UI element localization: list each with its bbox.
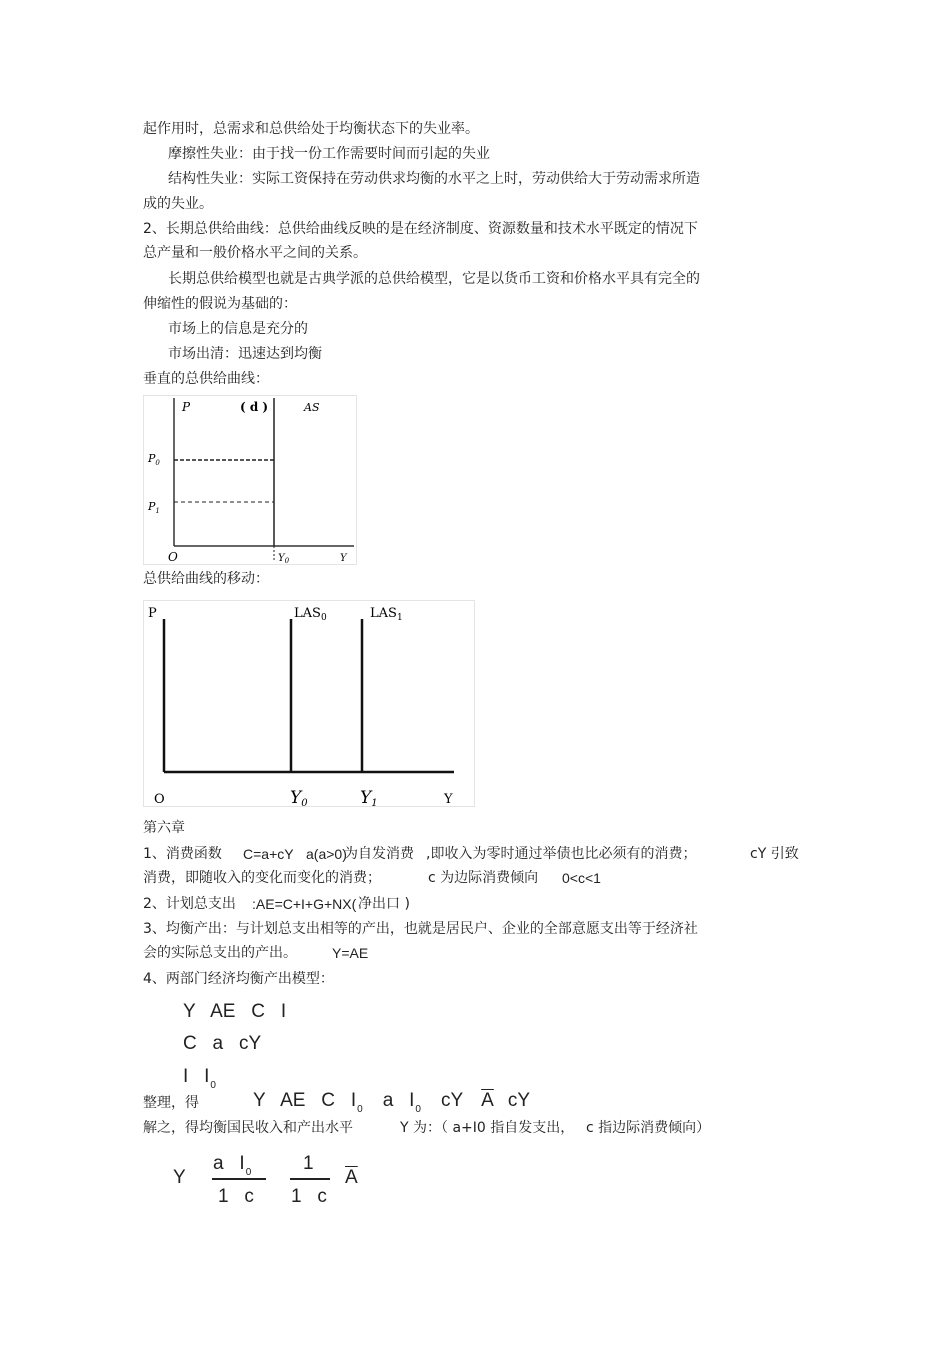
fraction-numerator: 1 — [303, 1153, 314, 1174]
fraction-numerator: a $I_0$ — [213, 1153, 252, 1178]
y0-label: $Y_0$ — [278, 553, 290, 564]
equation-investment: I $I_0$ — [183, 1066, 216, 1091]
fraction-denominator: 1 c — [218, 1186, 254, 1207]
text-line: 2、长期总供给曲线：总供给曲线反映的是在经济制度、资源数量和技术水平既定的情况下 — [143, 221, 698, 237]
text-line: 消费，即随收入的变化而变化的消费； — [143, 870, 381, 886]
fraction-bar — [212, 1178, 266, 1180]
text-line: 总产量和一般价格水平之间的关系。 — [143, 245, 367, 261]
las0-label: $LAS_0$ — [294, 606, 327, 623]
text-line: 整理，得 — [143, 1095, 199, 1111]
y-axis-label: Y — [340, 553, 347, 564]
text-line: 2、计划总支出 — [143, 896, 236, 912]
text-line: Y 为：（ a+I0 指自发支出， — [400, 1120, 575, 1136]
origin-label: O — [154, 792, 165, 806]
origin-label: O — [168, 550, 178, 564]
equation-rearranged: Y AE C $I_0$ a $I_0$ cY $\overline{A}$ cY — [253, 1090, 531, 1115]
formula-inline: C=a+cY — [243, 846, 294, 862]
y1-label: Y1 — [360, 788, 378, 806]
text-line: 4、两部门经济均衡产出模型： — [143, 971, 334, 987]
text-line: c 为边际消费倾向 — [428, 870, 539, 886]
p0-label: $P_0$ — [148, 452, 160, 467]
figure-caption: 垂直的总供给曲线： — [143, 371, 269, 387]
text-line: 市场上的信息是充分的 — [168, 321, 308, 337]
chapter-title: 第六章 — [143, 820, 185, 836]
text-line: 净出口 ) — [358, 896, 410, 912]
y0-label: Y0 — [290, 788, 308, 806]
formula-inline: Y=AE — [332, 945, 369, 961]
text-line: 摩擦性失业：由于找一份工作需要时间而引起的失业 — [168, 146, 490, 162]
formula-inline: 0<c<1 — [562, 870, 601, 886]
autonomous-spending-abar: $\overline{A}$ — [345, 1167, 358, 1188]
text-line: 伸缩性的假说为基础的： — [143, 296, 297, 312]
text-line: 起作用时，总需求和总供给处于均衡状态下的失业率。 — [143, 121, 479, 137]
text-line: 为自发消费 — [344, 846, 414, 862]
equation-consumption: C a cY — [183, 1033, 262, 1054]
formula-inline: a(a>0) — [306, 846, 347, 862]
las1-label: $LAS_1$ — [370, 606, 403, 623]
axis-label-p: P — [148, 606, 157, 621]
text-line: ,即收入为零时通过举债也比必须有的消费； — [426, 846, 697, 862]
x-axis-label: Y — [444, 792, 453, 806]
formula-inline: :AE=C+I+G+NX( — [252, 896, 357, 912]
fraction-bar — [290, 1178, 330, 1180]
figure-caption: 总供给曲线的移动： — [143, 571, 269, 587]
figure-las-shift — [143, 600, 475, 807]
text-line: 市场出清：迅速达到均衡 — [168, 346, 322, 362]
axis-label-p: P — [182, 400, 191, 414]
fraction-denominator: 1 c — [291, 1186, 327, 1207]
as-label: AS — [304, 401, 320, 414]
text-line: 3、均衡产出：与计划总支出相等的产出，也就是居民户、企业的全部意愿支出等于经济社 — [143, 921, 698, 937]
text-line: 会的实际总支出的产出。 — [143, 945, 297, 961]
text-line: 结构性失业：实际工资保持在劳动供求均衡的水平之上时，劳动供给大于劳动需求所造 — [168, 171, 700, 187]
formula-y: Y — [173, 1167, 186, 1188]
text-line: 成的失业。 — [143, 196, 213, 212]
text-line: 1、消费函数 — [143, 846, 222, 862]
p1-label: $P_1$ — [148, 500, 160, 515]
text-line: c 指边际消费倾向） — [586, 1120, 711, 1136]
equation-ae: Y AE C I — [183, 1001, 287, 1022]
figure-vertical-as-curve — [143, 395, 357, 565]
figure-tag: ( d ) — [240, 400, 269, 414]
text-line: cY 引致 — [750, 846, 799, 862]
text-line: 解之，得均衡国民收入和产出水平 — [143, 1120, 353, 1136]
text-line: 长期总供给模型也就是古典学派的总供给模型，它是以货币工资和价格水平具有完全的 — [168, 271, 700, 287]
